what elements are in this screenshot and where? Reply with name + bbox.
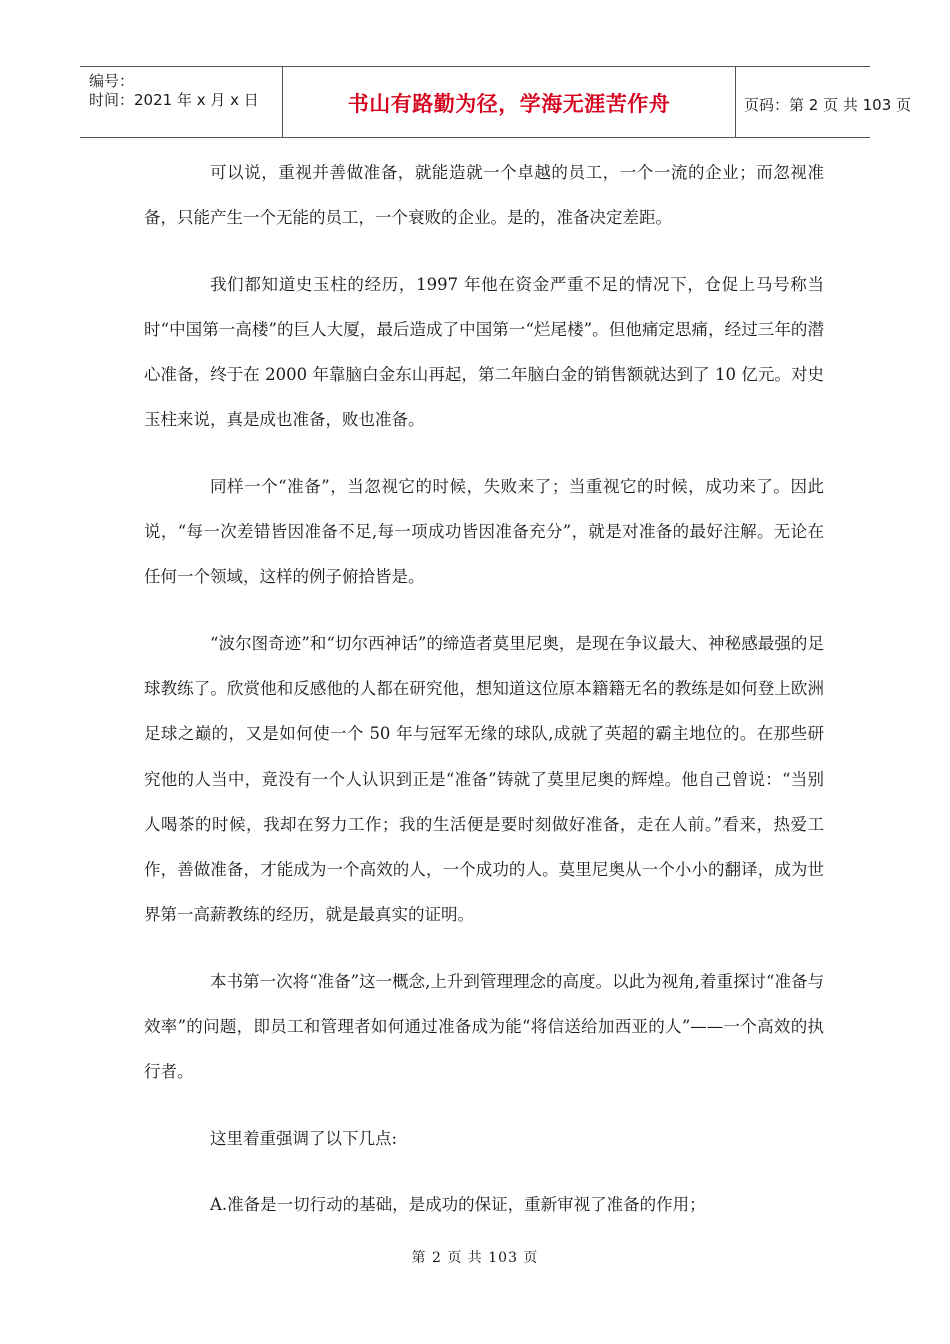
- number-label: 编号：: [89, 72, 135, 90]
- paragraph: 同样一个“准备”，当忽视它的时候，失败来了；当重视它的时候，成功来了。因此说，“每一次差错皆因准备不足,每一项成功皆因准备充分”，就是对准备的最好注解。无论在任何一个领域，这样的例子俯拾皆是。: [144, 476, 824, 587]
- header-motto-cell: [283, 67, 736, 137]
- header-page-cell: [736, 67, 912, 137]
- header-meta-cell: [80, 67, 283, 137]
- date-label: 时间：2021 年 x 月 x 日: [89, 91, 259, 109]
- paragraph: “波尔图奇迹”和“切尔西神话”的缔造者莫里尼奥，是现在争议最大、神秘感最强的足球教练了。欣赏他和反感他的人都在研究他，想知道这位原本籍籍无名的教练是如何登上欧洲足球之巅的，又是如何使一个 50 年与冠军无缘的球队,成就了英超的霸主地位的。在那些研究他的人当中，竟没有一个人认识到正是“准备”铸就了莫里尼奥的辉煌。他自己曾说：“当别人喝茶的时候，我却在努力工作；我的生活便是要时刻做好准备，走在人前。”看来，热爱工作，善做准备，才能成为一个高效的人，一个成功的人。莫里尼奥从一个小小的翻译，成为世界第一高薪教练的经历，就是最真实的证明。: [144, 633, 824, 925]
- paragraph: 我们都知道史玉柱的经历，1997 年他在资金严重不足的情况下，仓促上马号称当时“中国第一高楼”的巨人大厦，最后造成了中国第一“烂尾楼”。但他痛定思痛，经过三年的潜心准备，终于在 2000 年靠脑白金东山再起，第二年脑白金的销售额就达到了 10 亿元。对史玉柱来说，真是成也准备，败也准备。: [144, 274, 824, 430]
- paragraph: 这里着重强调了以下几点:: [210, 1128, 398, 1148]
- paragraph: A.准备是一切行动的基础，是成功的保证，重新审视了准备的作用；: [210, 1194, 706, 1214]
- motto: 书山有路勤为径，学海无涯苦作舟: [347, 92, 671, 116]
- page-footer: 第 2 页 共 103 页: [411, 1250, 539, 1266]
- paragraph: 可以说，重视并善做准备，就能造就一个卓越的员工，一个一流的企业；而忽视准备，只能产生一个无能的员工，一个衰败的企业。是的，准备决定差距。: [144, 163, 824, 228]
- paragraph: 本书第一次将“准备”这一概念,上升到管理理念的高度。以此为视角,着重探讨“准备与效率”的问题，即员工和管理者如何通过准备成为能“将信送给加西亚的人”——一个高效的执行者。: [144, 971, 824, 1082]
- document-header: [80, 66, 912, 138]
- document-body: [144, 150, 824, 1248]
- header-page-info: 页码：第 2 页 共 103 页: [744, 96, 912, 114]
